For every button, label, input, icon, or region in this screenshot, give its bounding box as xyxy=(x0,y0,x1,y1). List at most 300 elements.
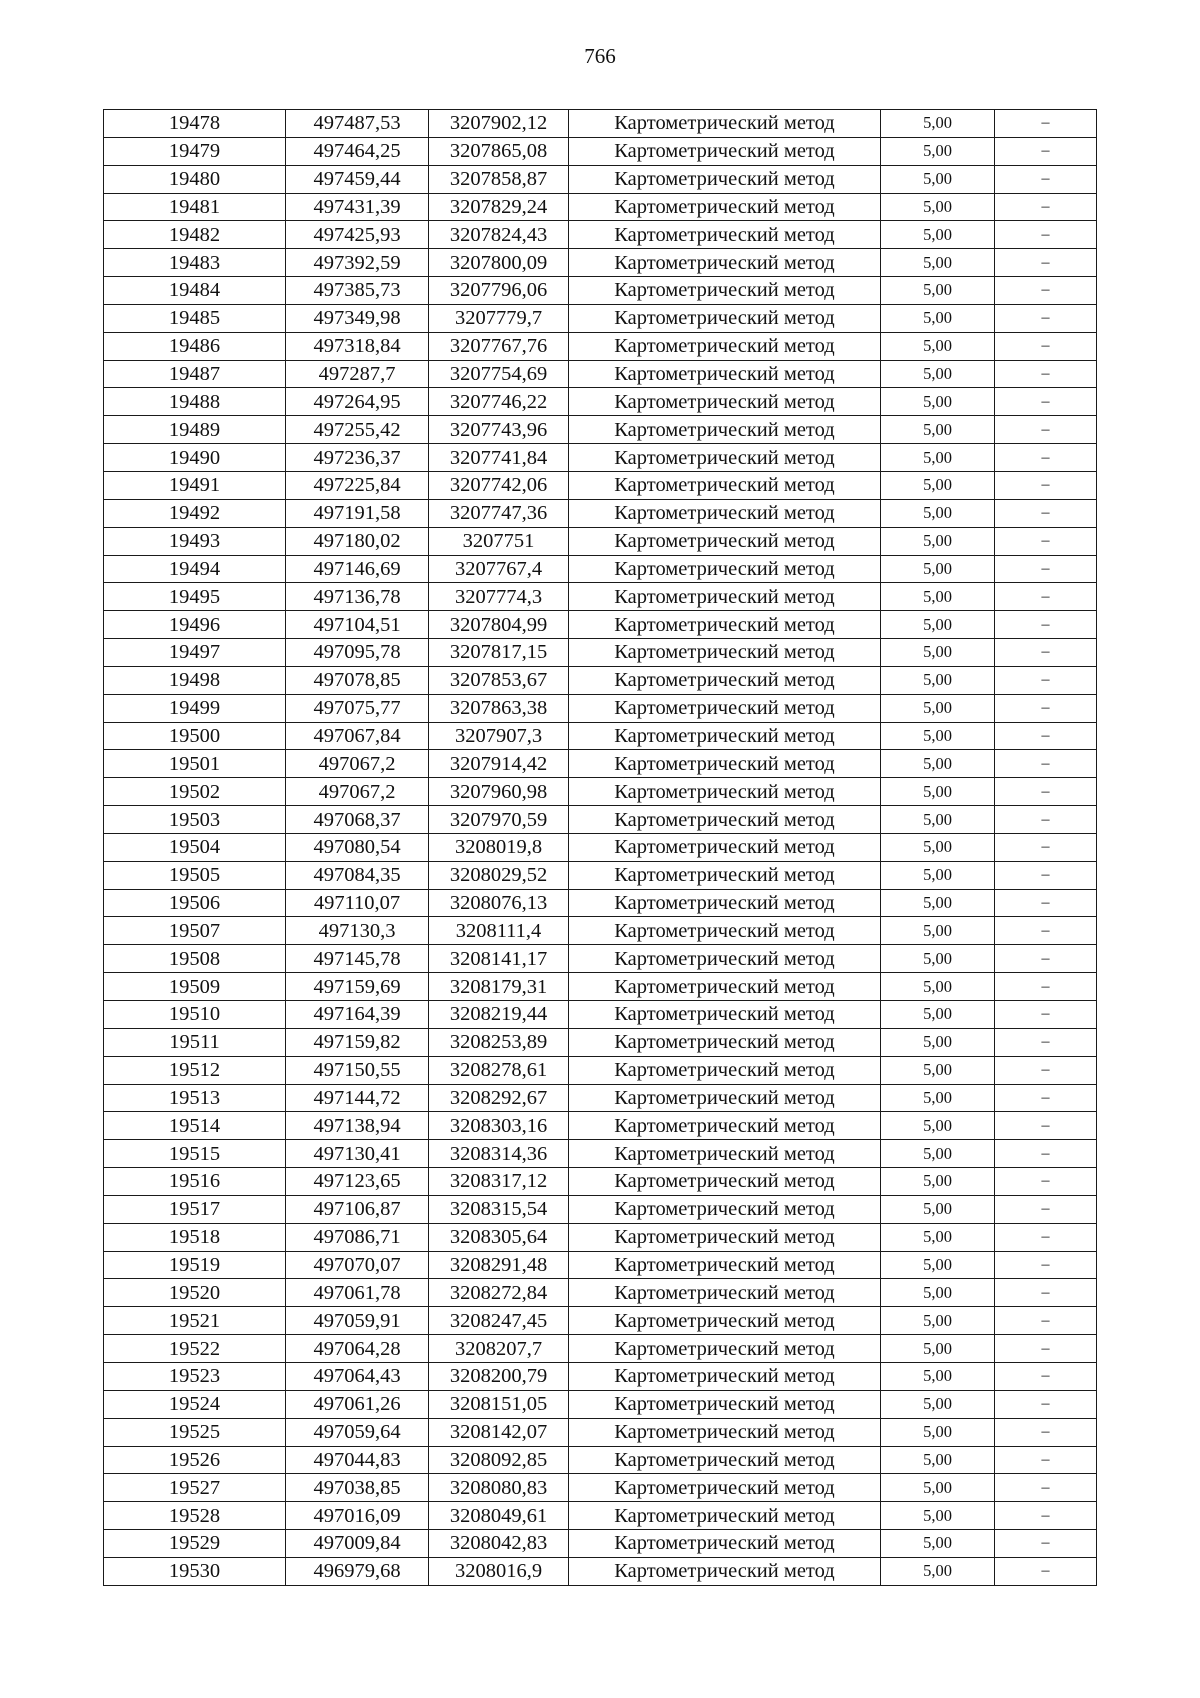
x-coordinate-cell: 497104,51 xyxy=(286,611,429,639)
y-coordinate-cell: 3207817,15 xyxy=(429,639,569,667)
x-coordinate-cell: 497064,28 xyxy=(286,1335,429,1363)
method-cell: Картометрический метод xyxy=(569,1390,881,1418)
y-coordinate-cell: 3207774,3 xyxy=(429,583,569,611)
accuracy-cell: 5,00 xyxy=(881,1390,995,1418)
description-cell: – xyxy=(995,833,1097,861)
table-row xyxy=(104,1335,1097,1363)
description-cell: – xyxy=(995,917,1097,945)
x-coordinate-cell: 497130,41 xyxy=(286,1140,429,1168)
accuracy-cell: 5,00 xyxy=(881,193,995,221)
table-row xyxy=(104,444,1097,472)
point-number-cell: 19506 xyxy=(104,889,286,917)
page-number: 766 xyxy=(584,44,616,68)
table-row xyxy=(104,945,1097,973)
y-coordinate-cell: 3208272,84 xyxy=(429,1279,569,1307)
description-cell: – xyxy=(995,639,1097,667)
description-cell: – xyxy=(995,1056,1097,1084)
point-number-cell: 19529 xyxy=(104,1530,286,1558)
y-coordinate-cell: 3208314,36 xyxy=(429,1140,569,1168)
method-cell: Картометрический метод xyxy=(569,1446,881,1474)
accuracy-cell: 5,00 xyxy=(881,110,995,138)
y-coordinate-cell: 3207914,42 xyxy=(429,750,569,778)
x-coordinate-cell: 497044,83 xyxy=(286,1446,429,1474)
y-coordinate-cell: 3208207,7 xyxy=(429,1335,569,1363)
point-number-cell: 19503 xyxy=(104,806,286,834)
x-coordinate-cell: 497084,35 xyxy=(286,861,429,889)
table-row xyxy=(104,1223,1097,1251)
point-number-cell: 19481 xyxy=(104,193,286,221)
x-coordinate-cell: 497349,98 xyxy=(286,304,429,332)
x-coordinate-cell: 497459,44 xyxy=(286,165,429,193)
accuracy-cell: 5,00 xyxy=(881,304,995,332)
x-coordinate-cell: 497159,69 xyxy=(286,973,429,1001)
description-cell: – xyxy=(995,1112,1097,1140)
coordinates-table xyxy=(103,109,1097,1586)
x-coordinate-cell: 497255,42 xyxy=(286,416,429,444)
accuracy-cell: 5,00 xyxy=(881,583,995,611)
y-coordinate-cell: 3208317,12 xyxy=(429,1168,569,1196)
accuracy-cell: 5,00 xyxy=(881,833,995,861)
accuracy-cell: 5,00 xyxy=(881,973,995,1001)
accuracy-cell: 5,00 xyxy=(881,1028,995,1056)
point-number-cell: 19479 xyxy=(104,137,286,165)
y-coordinate-cell: 3207853,67 xyxy=(429,666,569,694)
y-coordinate-cell: 3207858,87 xyxy=(429,165,569,193)
description-cell: – xyxy=(995,360,1097,388)
description-cell: – xyxy=(995,750,1097,778)
description-cell: – xyxy=(995,1307,1097,1335)
method-cell: Картометрический метод xyxy=(569,973,881,1001)
accuracy-cell: 5,00 xyxy=(881,1251,995,1279)
y-coordinate-cell: 3208111,4 xyxy=(429,917,569,945)
x-coordinate-cell: 497431,39 xyxy=(286,193,429,221)
x-coordinate-cell: 496979,68 xyxy=(286,1557,429,1585)
description-cell: – xyxy=(995,583,1097,611)
accuracy-cell: 5,00 xyxy=(881,806,995,834)
table-row xyxy=(104,555,1097,583)
point-number-cell: 19508 xyxy=(104,945,286,973)
y-coordinate-cell: 3208151,05 xyxy=(429,1390,569,1418)
table-row xyxy=(104,1362,1097,1390)
method-cell: Картометрический метод xyxy=(569,917,881,945)
accuracy-cell: 5,00 xyxy=(881,778,995,806)
accuracy-cell: 5,00 xyxy=(881,1530,995,1558)
x-coordinate-cell: 497392,59 xyxy=(286,249,429,277)
method-cell: Картометрический метод xyxy=(569,1335,881,1363)
accuracy-cell: 5,00 xyxy=(881,611,995,639)
accuracy-cell: 5,00 xyxy=(881,165,995,193)
description-cell: – xyxy=(995,722,1097,750)
method-cell: Картометрический метод xyxy=(569,694,881,722)
description-cell: – xyxy=(995,1502,1097,1530)
accuracy-cell: 5,00 xyxy=(881,1168,995,1196)
point-number-cell: 19499 xyxy=(104,694,286,722)
x-coordinate-cell: 497078,85 xyxy=(286,666,429,694)
method-cell: Картометрический метод xyxy=(569,444,881,472)
accuracy-cell: 5,00 xyxy=(881,1223,995,1251)
point-number-cell: 19482 xyxy=(104,221,286,249)
table-row xyxy=(104,249,1097,277)
table-row xyxy=(104,722,1097,750)
x-coordinate-cell: 497191,58 xyxy=(286,499,429,527)
x-coordinate-cell: 497264,95 xyxy=(286,388,429,416)
description-cell: – xyxy=(995,471,1097,499)
method-cell: Картометрический метод xyxy=(569,1251,881,1279)
description-cell: – xyxy=(995,1390,1097,1418)
x-coordinate-cell: 497095,78 xyxy=(286,639,429,667)
y-coordinate-cell: 3207743,96 xyxy=(429,416,569,444)
method-cell: Картометрический метод xyxy=(569,555,881,583)
x-coordinate-cell: 497225,84 xyxy=(286,471,429,499)
description-cell: – xyxy=(995,973,1097,1001)
point-number-cell: 19523 xyxy=(104,1362,286,1390)
table-row xyxy=(104,110,1097,138)
method-cell: Картометрический метод xyxy=(569,1140,881,1168)
accuracy-cell: 5,00 xyxy=(881,1557,995,1585)
description-cell: – xyxy=(995,110,1097,138)
y-coordinate-cell: 3208278,61 xyxy=(429,1056,569,1084)
point-number-cell: 19510 xyxy=(104,1001,286,1029)
x-coordinate-cell: 497075,77 xyxy=(286,694,429,722)
method-cell: Картометрический метод xyxy=(569,110,881,138)
table-row xyxy=(104,889,1097,917)
accuracy-cell: 5,00 xyxy=(881,889,995,917)
y-coordinate-cell: 3207800,09 xyxy=(429,249,569,277)
table-row xyxy=(104,527,1097,555)
table-row xyxy=(104,1112,1097,1140)
description-cell: – xyxy=(995,666,1097,694)
x-coordinate-cell: 497136,78 xyxy=(286,583,429,611)
description-cell: – xyxy=(995,277,1097,305)
description-cell: – xyxy=(995,1362,1097,1390)
x-coordinate-cell: 497236,37 xyxy=(286,444,429,472)
point-number-cell: 19483 xyxy=(104,249,286,277)
y-coordinate-cell: 3208303,16 xyxy=(429,1112,569,1140)
point-number-cell: 19494 xyxy=(104,555,286,583)
method-cell: Картометрический метод xyxy=(569,332,881,360)
point-number-cell: 19492 xyxy=(104,499,286,527)
method-cell: Картометрический метод xyxy=(569,861,881,889)
description-cell: – xyxy=(995,1446,1097,1474)
y-coordinate-cell: 3207742,06 xyxy=(429,471,569,499)
method-cell: Картометрический метод xyxy=(569,666,881,694)
accuracy-cell: 5,00 xyxy=(881,471,995,499)
point-number-cell: 19512 xyxy=(104,1056,286,1084)
coordinates-table-body xyxy=(104,110,1097,1586)
description-cell: – xyxy=(995,444,1097,472)
y-coordinate-cell: 3207829,24 xyxy=(429,193,569,221)
table-row xyxy=(104,221,1097,249)
accuracy-cell: 5,00 xyxy=(881,360,995,388)
accuracy-cell: 5,00 xyxy=(881,221,995,249)
accuracy-cell: 5,00 xyxy=(881,917,995,945)
method-cell: Картометрический метод xyxy=(569,165,881,193)
accuracy-cell: 5,00 xyxy=(881,1195,995,1223)
point-number-cell: 19517 xyxy=(104,1195,286,1223)
point-number-cell: 19524 xyxy=(104,1390,286,1418)
y-coordinate-cell: 3207751 xyxy=(429,527,569,555)
method-cell: Картометрический метод xyxy=(569,1223,881,1251)
method-cell: Картометрический метод xyxy=(569,639,881,667)
y-coordinate-cell: 3207747,36 xyxy=(429,499,569,527)
accuracy-cell: 5,00 xyxy=(881,332,995,360)
x-coordinate-cell: 497059,64 xyxy=(286,1418,429,1446)
point-number-cell: 19528 xyxy=(104,1502,286,1530)
point-number-cell: 19498 xyxy=(104,666,286,694)
method-cell: Картометрический метод xyxy=(569,750,881,778)
point-number-cell: 19484 xyxy=(104,277,286,305)
x-coordinate-cell: 497130,3 xyxy=(286,917,429,945)
x-coordinate-cell: 497064,43 xyxy=(286,1362,429,1390)
table-row xyxy=(104,861,1097,889)
x-coordinate-cell: 497068,37 xyxy=(286,806,429,834)
description-cell: – xyxy=(995,527,1097,555)
table-row xyxy=(104,806,1097,834)
table-row xyxy=(104,833,1097,861)
table-row xyxy=(104,360,1097,388)
point-number-cell: 19501 xyxy=(104,750,286,778)
accuracy-cell: 5,00 xyxy=(881,1335,995,1363)
y-coordinate-cell: 3208305,64 xyxy=(429,1223,569,1251)
y-coordinate-cell: 3207767,4 xyxy=(429,555,569,583)
description-cell: – xyxy=(995,945,1097,973)
x-coordinate-cell: 497318,84 xyxy=(286,332,429,360)
description-cell: – xyxy=(995,1530,1097,1558)
accuracy-cell: 5,00 xyxy=(881,1279,995,1307)
point-number-cell: 19518 xyxy=(104,1223,286,1251)
point-number-cell: 19530 xyxy=(104,1557,286,1585)
point-number-cell: 19502 xyxy=(104,778,286,806)
description-cell: – xyxy=(995,499,1097,527)
y-coordinate-cell: 3208049,61 xyxy=(429,1502,569,1530)
method-cell: Картометрический метод xyxy=(569,778,881,806)
table-row xyxy=(104,1279,1097,1307)
method-cell: Картометрический метод xyxy=(569,388,881,416)
description-cell: – xyxy=(995,332,1097,360)
table-row xyxy=(104,1530,1097,1558)
x-coordinate-cell: 497159,82 xyxy=(286,1028,429,1056)
point-number-cell: 19522 xyxy=(104,1335,286,1363)
accuracy-cell: 5,00 xyxy=(881,1418,995,1446)
table-row xyxy=(104,1084,1097,1112)
description-cell: – xyxy=(995,1251,1097,1279)
table-row xyxy=(104,778,1097,806)
y-coordinate-cell: 3207779,7 xyxy=(429,304,569,332)
y-coordinate-cell: 3207746,22 xyxy=(429,388,569,416)
point-number-cell: 19493 xyxy=(104,527,286,555)
x-coordinate-cell: 497146,69 xyxy=(286,555,429,583)
table-row xyxy=(104,332,1097,360)
point-number-cell: 19488 xyxy=(104,388,286,416)
description-cell: – xyxy=(995,806,1097,834)
x-coordinate-cell: 497067,84 xyxy=(286,722,429,750)
description-cell: – xyxy=(995,388,1097,416)
table-row xyxy=(104,1195,1097,1223)
y-coordinate-cell: 3208142,07 xyxy=(429,1418,569,1446)
point-number-cell: 19487 xyxy=(104,360,286,388)
x-coordinate-cell: 497385,73 xyxy=(286,277,429,305)
accuracy-cell: 5,00 xyxy=(881,1140,995,1168)
table-row xyxy=(104,499,1097,527)
point-number-cell: 19513 xyxy=(104,1084,286,1112)
x-coordinate-cell: 497080,54 xyxy=(286,833,429,861)
description-cell: – xyxy=(995,1084,1097,1112)
table-row xyxy=(104,1168,1097,1196)
point-number-cell: 19507 xyxy=(104,917,286,945)
method-cell: Картометрический метод xyxy=(569,499,881,527)
method-cell: Картометрический метод xyxy=(569,277,881,305)
x-coordinate-cell: 497123,65 xyxy=(286,1168,429,1196)
y-coordinate-cell: 3208292,67 xyxy=(429,1084,569,1112)
point-number-cell: 19485 xyxy=(104,304,286,332)
point-number-cell: 19490 xyxy=(104,444,286,472)
point-number-cell: 19480 xyxy=(104,165,286,193)
y-coordinate-cell: 3208080,83 xyxy=(429,1474,569,1502)
table-row xyxy=(104,388,1097,416)
point-number-cell: 19521 xyxy=(104,1307,286,1335)
table-row xyxy=(104,750,1097,778)
method-cell: Картометрический метод xyxy=(569,1557,881,1585)
table-row xyxy=(104,917,1097,945)
method-cell: Картометрический метод xyxy=(569,611,881,639)
point-number-cell: 19489 xyxy=(104,416,286,444)
description-cell: – xyxy=(995,1195,1097,1223)
table-row xyxy=(104,1418,1097,1446)
accuracy-cell: 5,00 xyxy=(881,861,995,889)
method-cell: Картометрический метод xyxy=(569,1056,881,1084)
accuracy-cell: 5,00 xyxy=(881,945,995,973)
description-cell: – xyxy=(995,1418,1097,1446)
accuracy-cell: 5,00 xyxy=(881,1084,995,1112)
point-number-cell: 19511 xyxy=(104,1028,286,1056)
point-number-cell: 19497 xyxy=(104,639,286,667)
accuracy-cell: 5,00 xyxy=(881,555,995,583)
x-coordinate-cell: 497086,71 xyxy=(286,1223,429,1251)
method-cell: Картометрический метод xyxy=(569,806,881,834)
y-coordinate-cell: 3207824,43 xyxy=(429,221,569,249)
accuracy-cell: 5,00 xyxy=(881,1112,995,1140)
x-coordinate-cell: 497061,26 xyxy=(286,1390,429,1418)
method-cell: Картометрический метод xyxy=(569,1001,881,1029)
x-coordinate-cell: 497070,07 xyxy=(286,1251,429,1279)
table-row xyxy=(104,1028,1097,1056)
point-number-cell: 19520 xyxy=(104,1279,286,1307)
x-coordinate-cell: 497164,39 xyxy=(286,1001,429,1029)
y-coordinate-cell: 3208253,89 xyxy=(429,1028,569,1056)
y-coordinate-cell: 3207741,84 xyxy=(429,444,569,472)
x-coordinate-cell: 497110,07 xyxy=(286,889,429,917)
method-cell: Картометрический метод xyxy=(569,1279,881,1307)
description-cell: – xyxy=(995,165,1097,193)
y-coordinate-cell: 3207804,99 xyxy=(429,611,569,639)
accuracy-cell: 5,00 xyxy=(881,694,995,722)
description-cell: – xyxy=(995,416,1097,444)
x-coordinate-cell: 497106,87 xyxy=(286,1195,429,1223)
method-cell: Картометрический метод xyxy=(569,304,881,332)
method-cell: Картометрический метод xyxy=(569,583,881,611)
y-coordinate-cell: 3207796,06 xyxy=(429,277,569,305)
method-cell: Картометрический метод xyxy=(569,527,881,555)
y-coordinate-cell: 3208092,85 xyxy=(429,1446,569,1474)
y-coordinate-cell: 3208200,79 xyxy=(429,1362,569,1390)
method-cell: Картометрический метод xyxy=(569,889,881,917)
method-cell: Картометрический метод xyxy=(569,1028,881,1056)
accuracy-cell: 5,00 xyxy=(881,1474,995,1502)
description-cell: – xyxy=(995,1140,1097,1168)
accuracy-cell: 5,00 xyxy=(881,639,995,667)
table-row xyxy=(104,1446,1097,1474)
description-cell: – xyxy=(995,1168,1097,1196)
x-coordinate-cell: 497067,2 xyxy=(286,778,429,806)
y-coordinate-cell: 3208076,13 xyxy=(429,889,569,917)
table-row xyxy=(104,1056,1097,1084)
method-cell: Картометрический метод xyxy=(569,722,881,750)
table-row xyxy=(104,973,1097,1001)
method-cell: Картометрический метод xyxy=(569,1112,881,1140)
x-coordinate-cell: 497144,72 xyxy=(286,1084,429,1112)
x-coordinate-cell: 497464,25 xyxy=(286,137,429,165)
method-cell: Картометрический метод xyxy=(569,1084,881,1112)
point-number-cell: 19514 xyxy=(104,1112,286,1140)
point-number-cell: 19500 xyxy=(104,722,286,750)
accuracy-cell: 5,00 xyxy=(881,722,995,750)
point-number-cell: 19515 xyxy=(104,1140,286,1168)
method-cell: Картометрический метод xyxy=(569,833,881,861)
description-cell: – xyxy=(995,221,1097,249)
point-number-cell: 19505 xyxy=(104,861,286,889)
y-coordinate-cell: 3208247,45 xyxy=(429,1307,569,1335)
table-row xyxy=(104,1557,1097,1585)
x-coordinate-cell: 497150,55 xyxy=(286,1056,429,1084)
table-row xyxy=(104,1140,1097,1168)
description-cell: – xyxy=(995,193,1097,221)
x-coordinate-cell: 497180,02 xyxy=(286,527,429,555)
accuracy-cell: 5,00 xyxy=(881,1307,995,1335)
table-row xyxy=(104,1001,1097,1029)
accuracy-cell: 5,00 xyxy=(881,277,995,305)
point-number-cell: 19527 xyxy=(104,1474,286,1502)
accuracy-cell: 5,00 xyxy=(881,388,995,416)
table-row xyxy=(104,666,1097,694)
point-number-cell: 19516 xyxy=(104,1168,286,1196)
method-cell: Картометрический метод xyxy=(569,1418,881,1446)
description-cell: – xyxy=(995,861,1097,889)
point-number-cell: 19495 xyxy=(104,583,286,611)
description-cell: – xyxy=(995,611,1097,639)
description-cell: – xyxy=(995,1028,1097,1056)
description-cell: – xyxy=(995,304,1097,332)
method-cell: Картометрический метод xyxy=(569,137,881,165)
method-cell: Картометрический метод xyxy=(569,360,881,388)
point-number-cell: 19525 xyxy=(104,1418,286,1446)
point-number-cell: 19486 xyxy=(104,332,286,360)
table-row xyxy=(104,193,1097,221)
method-cell: Картометрический метод xyxy=(569,1530,881,1558)
y-coordinate-cell: 3207863,38 xyxy=(429,694,569,722)
accuracy-cell: 5,00 xyxy=(881,1001,995,1029)
table-row xyxy=(104,694,1097,722)
accuracy-cell: 5,00 xyxy=(881,137,995,165)
y-coordinate-cell: 3208042,83 xyxy=(429,1530,569,1558)
method-cell: Картометрический метод xyxy=(569,1474,881,1502)
method-cell: Картометрический метод xyxy=(569,471,881,499)
table-row xyxy=(104,611,1097,639)
accuracy-cell: 5,00 xyxy=(881,1056,995,1084)
method-cell: Картометрический метод xyxy=(569,193,881,221)
table-row xyxy=(104,1390,1097,1418)
x-coordinate-cell: 497009,84 xyxy=(286,1530,429,1558)
x-coordinate-cell: 497287,7 xyxy=(286,360,429,388)
